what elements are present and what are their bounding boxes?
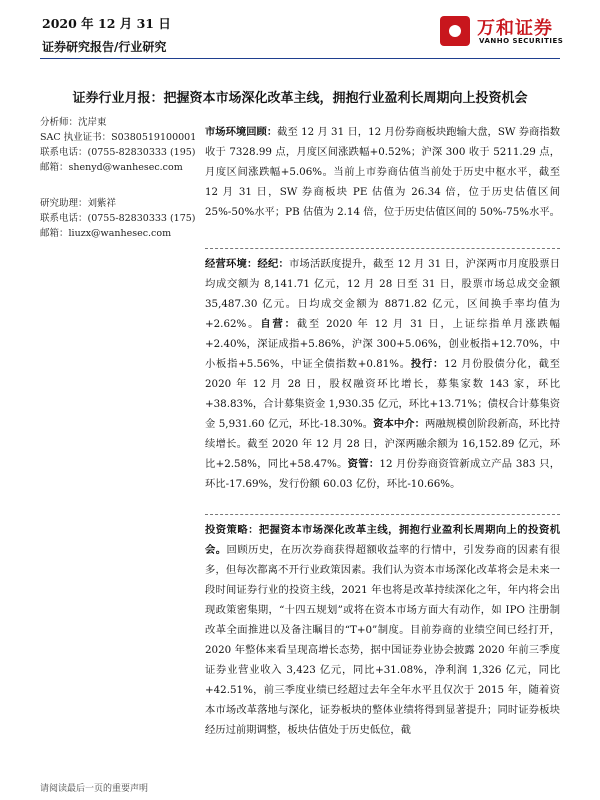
market-review-text: 截至 12 月 31 日，12 月份券商板块跑输大盘，SW 券商指数收于 7328.99 点，月度区间涨跌幅+0.52%；沪深 300 收于 5211.29 点，月度区间涨跌幅+5.06%。当前上市券商估值当前处于历史中枢水平，截至 12 月 31 日，SW 券商板块 PE 估值为 26.34 倍，位于历史估值区间 25%-50%水平；PB 估值为 2.14 倍，位于历史估值区间的 50%-75%水平。 — [205, 126, 560, 218]
brokerage-text: 市场活跃度提升，截至 12 月 31 日，沪深两市月度股票日均成交额为 8,141.71 亿元，12 月 28 日至 31 日，股票市场总成交金额 35,487.30 亿元。日均成交金额为 8871.82 亿元，区间换手率均值为+2.62%。 — [205, 258, 560, 330]
capital-intermediary-heading: 资本中介： — [373, 418, 426, 430]
market-review-paragraph — [205, 122, 560, 222]
analyst-name: 分析师：沈岸東 — [40, 117, 107, 128]
logo-en: VANHO SECURITIES — [479, 37, 564, 45]
strategy-heading: 投资策略： — [205, 524, 259, 536]
report-body — [205, 122, 560, 774]
asset-management-heading: 资管： — [347, 458, 380, 470]
ib-text: 12 月份股债分化，截至 2020 年 12 月 28 日，股权融资环比增长，募集家数 143 家，环比+38.83%，合计募集资金 1,930.35 亿元，环比+13.71%；债权合计募集资金 5,931.60 亿元，环比-18.30%。 — [205, 358, 560, 430]
strategy-text: 回顾历史，在历次券商获得超额收益率的行情中，引发券商的因素有很多，但每次都离不开行业政策因素。我们认为资本市场深化改革将会是未来一段时间证券行业的投资主线，2021 年也将是改革持续深化之年，年内将会出现政策密集期，“十四五规划”或将在资本市场方面大有动作，如 IPO 注册制改革全面推进以及备注瞩目的“T+0”制度。目前券商的业绩空间已经打开，2020 年整体来看呈现高增长态势，据中国证券业协会披露 2020 年前三季度证券业营业收入 3,423 亿元，同比+31.08%，净利润 1,326 亿元，同比+42.51%，前三季度业绩已经超过去年全年水平且仅次于 2015 年，随着资本市场改革落地与深化，证券板块的整体业绩将得到显著提升；同时证券板块经历过前期调整，板块估值处于历史低位，截 — [205, 544, 560, 736]
section-divider — [205, 248, 560, 249]
business-heading: 经营环境： — [205, 258, 258, 270]
proprietary-text: 截至 2020 年 12 月 31 日，上证综指单月涨跌幅+2.40%，深证成指+5.86%，沪深 300+5.06%，创业板指+12.70%，中小板指+5.56%，中证全债指数+0.81%。 — [205, 318, 560, 370]
analyst-info — [40, 115, 200, 241]
vanho-logo-icon — [440, 16, 470, 46]
analyst-email: 邮箱：shenyd@wanhesec.com — [40, 162, 183, 173]
asset-management-text: 12 月份券商资管新成立产品 383 只，环比-17.69%，发行份额 60.03 亿份，环比-10.66%。 — [205, 458, 560, 490]
report-title: 证券行业月报：把握资本市场深化改革主线，拥抱行业盈利长周期向上投资机会 — [72, 91, 528, 106]
business-paragraph — [205, 254, 560, 494]
analyst-sac: SAC 执业证书：S0380519100001 — [40, 132, 197, 143]
capital-intermediary-text: 两融规模创阶段新高，环比持续增长。截至 2020 年 12 月 28 日，沪深两融余额为 16,152.89 亿元，环比+2.58%，同比+58.47%。 — [205, 418, 560, 470]
assistant-name: 研究助理：刘紫祥 — [40, 198, 117, 209]
logo-cn: 万和证券 — [477, 18, 553, 39]
report-date: 2020 年 12 月 31 日 — [42, 16, 171, 31]
assistant-email: 邮箱：liuzx@wanhesec.com — [40, 228, 172, 239]
ib-heading: 投行： — [410, 358, 445, 370]
proprietary-heading: 自营： — [260, 318, 297, 330]
strategy-paragraph — [205, 520, 560, 740]
report-type: 证券研究报告/行业研究 — [42, 40, 167, 54]
section-divider — [205, 514, 560, 515]
assistant-phone: 联系电话：(0755-82830333 (175) — [40, 213, 196, 224]
header-divider — [40, 58, 560, 59]
strategy-subheading: 把握资本市场深化改革主线，拥抱行业盈利长周期向上的投资机会。 — [205, 524, 560, 556]
market-review-heading: 市场环境回顾： — [205, 126, 278, 138]
brokerage-heading: 经纪： — [257, 258, 290, 270]
page-footer: 请阅读最后一页的重要声明 — [40, 784, 149, 793]
analyst-phone: 联系电话：(0755-82830333 (195) — [40, 147, 196, 158]
